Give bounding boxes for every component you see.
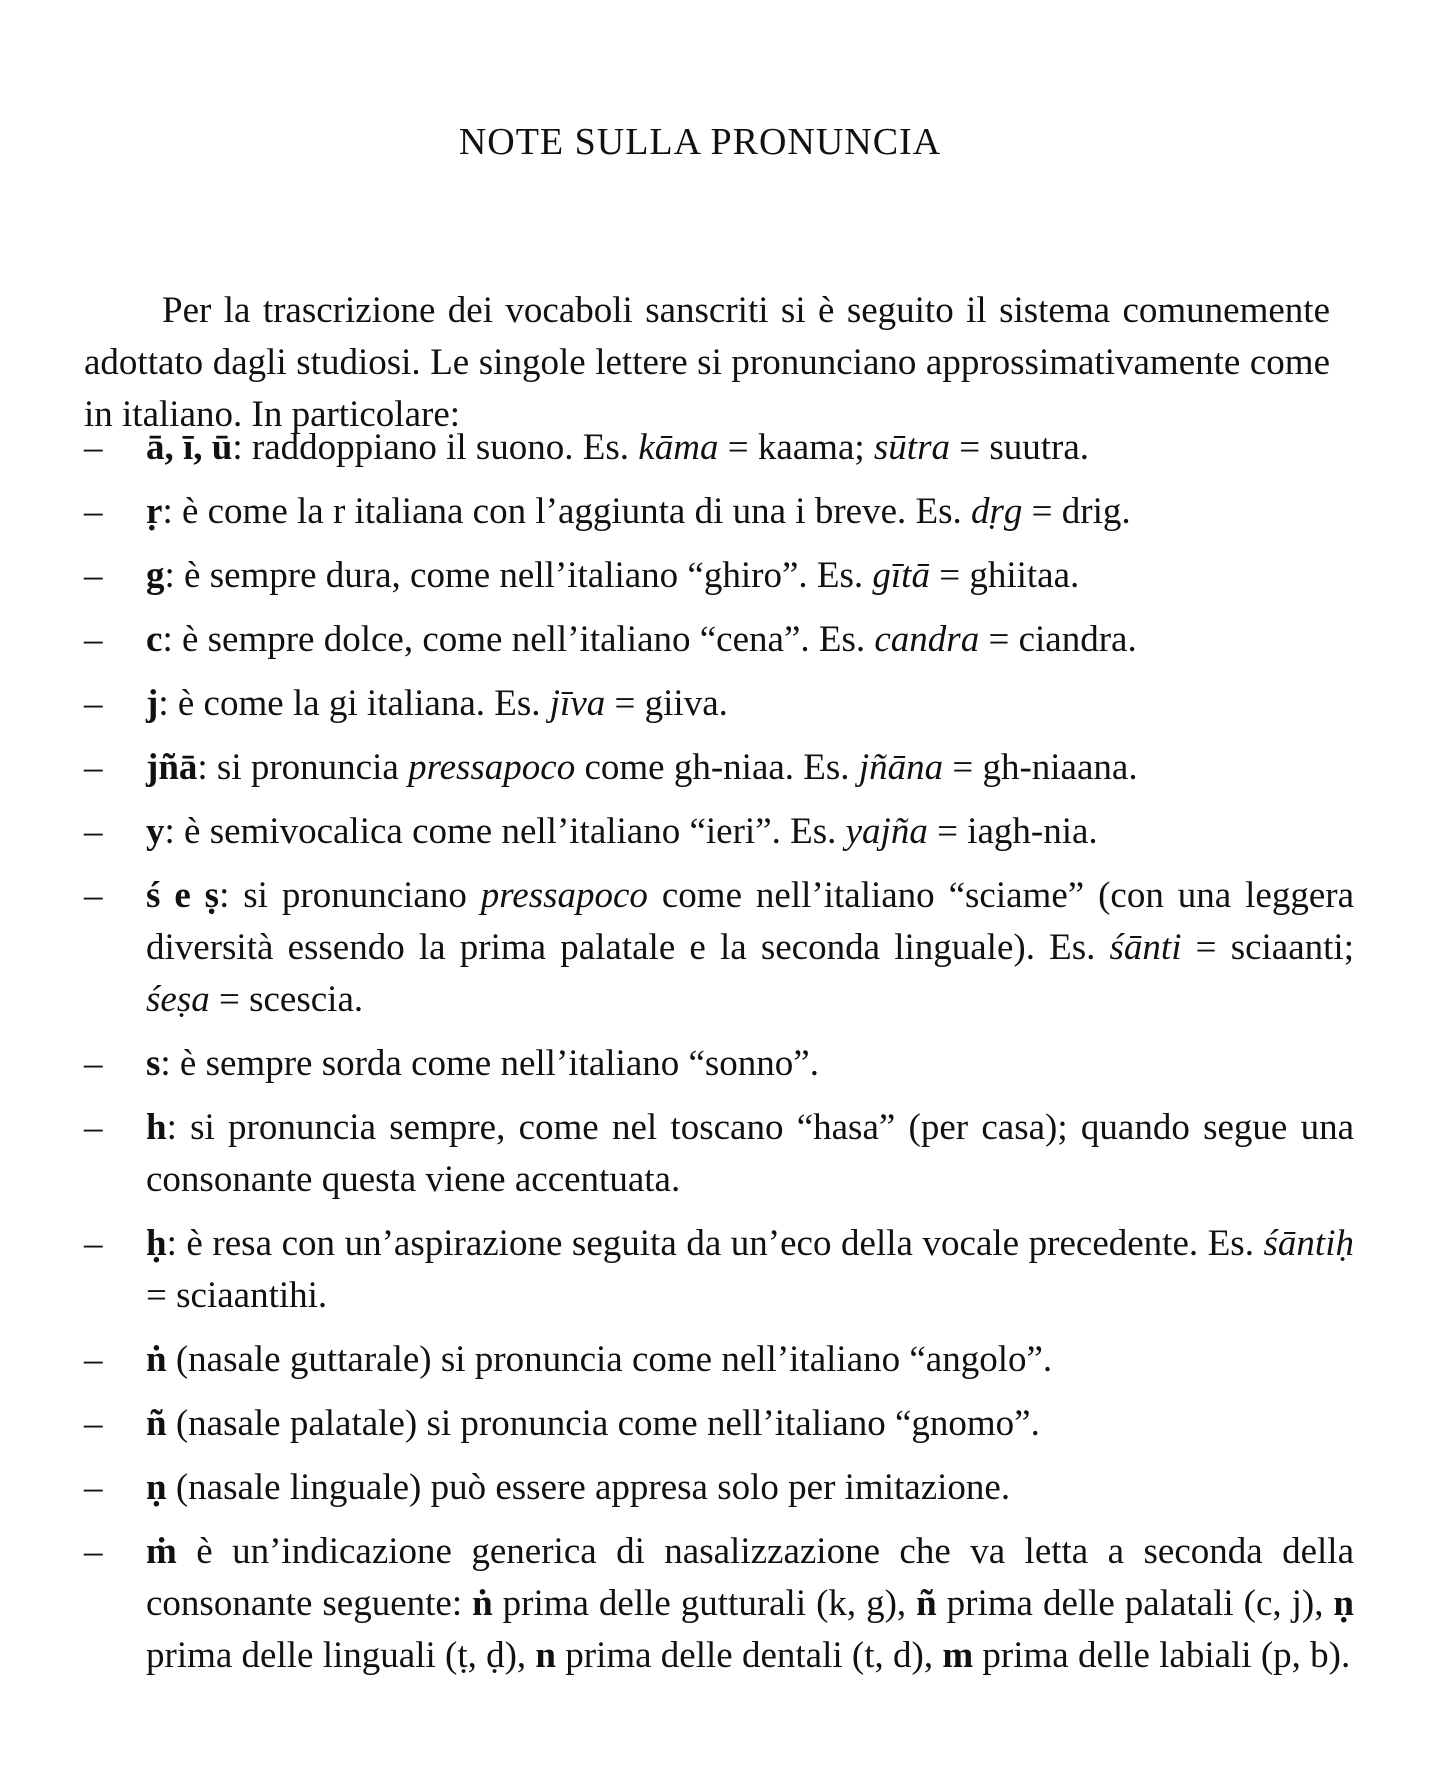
letter-symbol: n (535, 1635, 556, 1676)
letter-symbol: h (146, 1107, 167, 1148)
item-text: = scescia. (209, 979, 364, 1020)
dash-bullet: – (84, 811, 103, 852)
emphasis-word: pressapoco (480, 875, 648, 916)
list-item (84, 1526, 1354, 1682)
dash-bullet: – (84, 1403, 103, 1444)
pronunciation-list (84, 422, 1354, 1694)
letter-symbol: ṁ (146, 1531, 177, 1572)
item-text: = sciaanti; (1181, 927, 1354, 968)
page-title: NOTE SULLA PRONUNCIA (458, 121, 942, 163)
list-item (84, 1218, 1354, 1322)
list-item (84, 422, 1354, 474)
list-item (84, 486, 1354, 538)
item-text: : si pronuncia (197, 747, 409, 788)
list-item (84, 614, 1354, 666)
list-item (84, 1398, 1354, 1450)
example-word: kāma (638, 427, 719, 468)
letter-symbol: ś e ṣ (146, 875, 220, 916)
item-text: : è sempre dolce, come nell’italiano “cena”. Es. (162, 619, 875, 660)
letter-symbol: g (146, 555, 165, 596)
item-text: = drig. (1022, 491, 1131, 532)
item-text: prima delle labiali (p, b). (973, 1635, 1351, 1676)
item-text: come gh-niaa. Es. (575, 747, 859, 788)
item-text: : è come la r italiana con l’aggiunta di una i breve. Es. (162, 491, 971, 532)
list-item (84, 870, 1354, 1026)
letter-symbol: ḥ (146, 1223, 167, 1264)
example-word: candra (874, 619, 980, 660)
letter-symbol: ṇ (1333, 1583, 1354, 1624)
item-text: : si pronunciano (219, 875, 481, 916)
intro-paragraph: Per la trascrizione dei vocaboli sanscriti si è seguito il sistema comunemente adottato dagli studiosi. Le singole lettere si pronunciano approssimativamente come in italiano. In particolare: (84, 290, 1330, 435)
letter-symbol: y (146, 811, 165, 852)
item-text: prima delle dentali (t, d), (556, 1635, 943, 1676)
example-word: śānti (1109, 927, 1182, 968)
item-text: è un’indicazione generica di nasalizzazione che va letta a seconda della consonante seguente: (146, 1531, 1354, 1624)
example-word: jīva (549, 683, 606, 724)
item-text: : si pronuncia sempre, come nel toscano “hasa” (per casa); quando segue una consonante questa viene accentuata. (146, 1107, 1354, 1200)
item-text: = giiva. (605, 683, 728, 724)
letter-symbol: s (146, 1043, 161, 1084)
list-item (84, 1462, 1354, 1514)
list-item (84, 742, 1354, 794)
item-text: = ghiitaa. (929, 555, 1080, 596)
list-item (84, 1334, 1354, 1386)
letter-symbol: j (146, 683, 159, 724)
item-text: prima delle gutturali (k, g), (492, 1583, 917, 1624)
item-text: : è resa con un’aspirazione seguita da un’eco della vocale precedente. Es. (166, 1223, 1264, 1264)
example-word: dṛg (971, 491, 1023, 532)
dash-bullet: – (84, 619, 103, 660)
item-text: (nasale linguale) può essere appresa solo per imitazione. (166, 1467, 1011, 1508)
letter-symbol: ṛ (146, 491, 163, 532)
dash-bullet: – (84, 1043, 103, 1084)
dash-bullet: – (84, 491, 103, 532)
dash-bullet: – (84, 427, 103, 468)
example-word: sūtra (873, 427, 950, 468)
item-text: : è come la gi italiana. Es. (158, 683, 550, 724)
list-item (84, 550, 1354, 602)
list-item (84, 806, 1354, 858)
dash-bullet: – (84, 1223, 103, 1264)
letter-symbol: m (942, 1635, 974, 1676)
example-word: yajña (845, 811, 928, 852)
dash-bullet: – (84, 683, 103, 724)
item-text: prima delle palatali (c, j), (936, 1583, 1334, 1624)
item-text: come nell’italiano “sciame” (con una leggera diversità essendo la prima palatale e la seconda linguale). Es. (146, 875, 1354, 968)
item-text: : è sempre dura, come nell’italiano “ghiro”. Es. (164, 555, 873, 596)
letter-symbol: jñā (146, 747, 198, 788)
example-word: śāntiḥ (1263, 1223, 1354, 1264)
example-word: śeṣa (146, 979, 210, 1020)
item-text: (nasale palatale) si pronuncia come nell’italiano “gnomo”. (166, 1403, 1040, 1444)
item-text: = kaama; (718, 427, 874, 468)
item-text: = suutra. (949, 427, 1090, 468)
dash-bullet: – (84, 555, 103, 596)
item-text: : è semivocalica come nell’italiano “ieri”. Es. (164, 811, 846, 852)
dash-bullet: – (84, 875, 103, 916)
emphasis-word: pressapoco (408, 747, 576, 788)
list-item (84, 1102, 1354, 1206)
letter-symbol: ṅ (472, 1583, 493, 1624)
dash-bullet: – (84, 747, 103, 788)
example-word: jñāna (858, 747, 944, 788)
dash-bullet: – (84, 1107, 103, 1148)
item-text: = sciaantihi. (146, 1275, 328, 1316)
item-text: = gh-niaana. (943, 747, 1138, 788)
dash-bullet: – (84, 1467, 103, 1508)
dash-bullet: – (84, 1531, 103, 1572)
list-item (84, 1038, 1354, 1090)
letter-symbol: ñ (146, 1403, 167, 1444)
letter-symbol: ṇ (146, 1467, 167, 1508)
item-text: = ciandra. (979, 619, 1137, 660)
letter-symbol: ñ (916, 1583, 937, 1624)
item-text: = iagh-nia. (927, 811, 1098, 852)
item-text: prima delle linguali (ṭ, ḍ), (146, 1635, 536, 1676)
letter-symbol: ā, ī, ū (146, 427, 233, 468)
letter-symbol: c (146, 619, 163, 660)
dash-bullet: – (84, 1339, 103, 1380)
item-text: (nasale guttarale) si pronuncia come nell’italiano “angolo”. (166, 1339, 1053, 1380)
list-item (84, 678, 1354, 730)
example-word: gītā (872, 555, 930, 596)
item-text: : è sempre sorda come nell’italiano “sonno”. (160, 1043, 819, 1084)
letter-symbol: ṅ (146, 1339, 167, 1380)
item-text: : raddoppiano il suono. Es. (232, 427, 639, 468)
